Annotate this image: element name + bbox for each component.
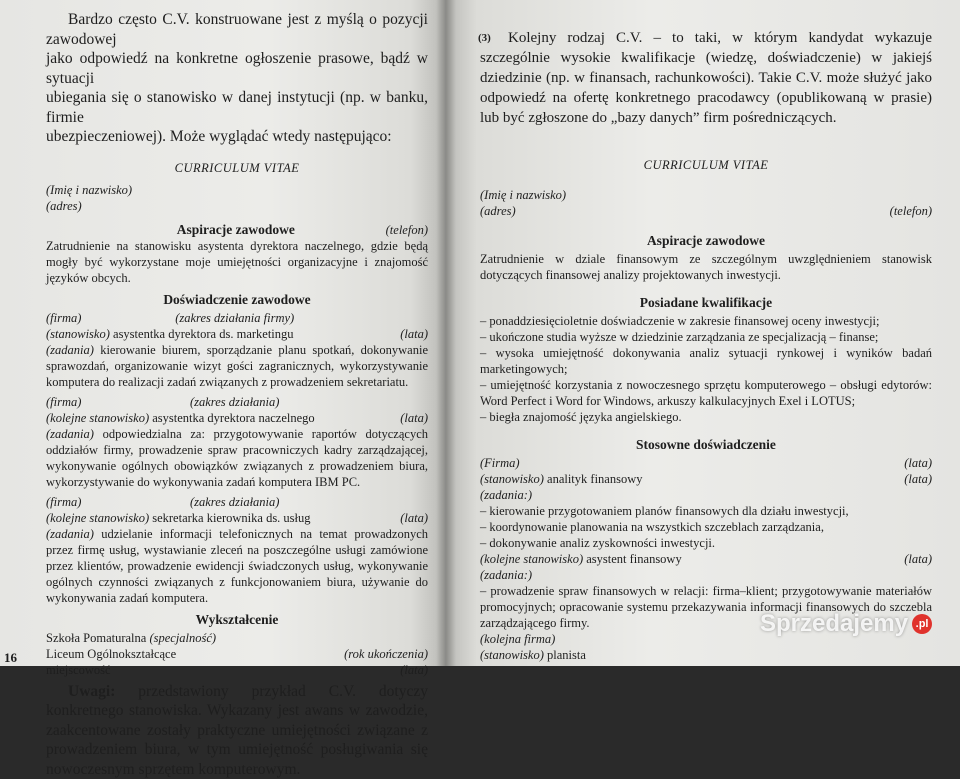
address-placeholder: (adres) — [480, 203, 516, 219]
task-item: – koordynowanie planowania na wszystkich szczeblach zarządzania, — [480, 519, 932, 535]
tasks-label: (zadania:) — [480, 567, 932, 583]
example-number: (3) — [478, 32, 491, 44]
aspirations-text: Zatrudnienie na stanowisku asystenta dyrektora naczelnego, gdzie będą mogły być wykorzystane moje umiejętności organizacyjne i znajomość języków obcych. — [46, 238, 428, 286]
position-value: asystentka dyrektora naczelnego — [149, 411, 315, 425]
section-title-aspirations: Aspiracje zawodowe — [177, 222, 295, 238]
left-page — [0, 0, 446, 666]
years-label: (lata) — [904, 471, 932, 487]
tasks-value: odpowiedzialna za: przygotowywanie raportów dotyczących oddziałów firmy, prowadzenie spraw pracowniczych kadry zarządzającej, wykonywanie ogólnych obowiązków związanych z prowadzeniem biura, wykorzystywanie do wykonywania zadań komputera IBM PC. — [46, 427, 428, 489]
range-label: (zakres działania) — [81, 494, 388, 510]
education-line — [46, 662, 428, 678]
entry-position-row — [46, 326, 428, 342]
firm-label: (kolejna firma) — [480, 631, 932, 647]
left-intro-line: Bardzo często C.V. konstruowane jest z myślą o pozycji zawodowej — [46, 10, 428, 49]
graduation-year-label: (rok ukończenia) — [344, 646, 428, 662]
school-name: Szkoła Pomaturalna — [46, 631, 149, 645]
position-label: (kolejne stanowisko) — [46, 511, 149, 525]
entry-firm-row — [46, 494, 428, 510]
town-label: miejscowość — [46, 662, 111, 678]
tasks-label: (zadania) — [46, 427, 94, 441]
entry-firm-row — [46, 310, 428, 326]
tasks-label: (zadania:) — [480, 487, 932, 503]
entry-tasks — [46, 342, 428, 390]
phone-placeholder: (telefon) — [890, 203, 932, 219]
phone-placeholder: (telefon) — [386, 222, 428, 238]
qualification-item: – ponaddziesięcioletnie doświadczenie w zakresie finansowej oceny inwestycji; — [480, 313, 932, 329]
position-label: (kolejne stanowisko) — [46, 411, 149, 425]
right-intro: Kolejny rodzaj C.V. – to taki, w którym kandydat wykazuje szczególnie wysokie kwalifikacje (wiedzę, doświadczenie) w jakiejś dziedzinie (np. w finansach, rachunkowości). Takie C.V. może służyć jako odpowiedź na ofertę konkretnego pracodawcy (opublikowaną w prasie) lub być zgłoszone do „bazy danych” firm pośredniczących. — [480, 28, 932, 128]
right-page — [446, 0, 960, 666]
left-intro-line: jako odpowiedź na konkretne ogłoszenie prasowe, bądź w sytuacji — [46, 49, 428, 88]
cv-title: CURRICULUM VITAE — [480, 158, 932, 173]
section-title-experience: Stosowne doświadczenie — [480, 437, 932, 453]
section-title-experience: Doświadczenie zawodowe — [46, 292, 428, 308]
task-item: – prowadzenie spraw finansowych w relacji: firma–klient; przygotowywanie materiałów promocyjnych; opracowanie systemu przekazywania informacji finansowych do szczebla zarządzającego firmy. — [480, 583, 932, 631]
firm-label: (firma) — [46, 310, 81, 326]
years-label: (lata) — [904, 551, 932, 567]
position-label: (stanowisko) — [480, 472, 544, 486]
entry-firm-row — [46, 394, 428, 410]
position-label: (stanowisko) — [480, 648, 544, 662]
years-label: (lata) — [400, 662, 428, 678]
watermark-badge: .pl — [912, 614, 932, 634]
tasks-value: kierowanie biurem, sporządzanie planu spotkań, dokonywanie sprawozdań, organizowanie wizyt gości zagranicznych, wykorzystywanie komputera do realizacji zadań związanych z prowadzeniem sekretariatu. — [46, 343, 428, 389]
school-name: Liceum Ogólnokształcące — [46, 646, 176, 662]
education-line — [46, 646, 428, 662]
years-label: (lata) — [400, 326, 428, 342]
section-header-row — [46, 222, 428, 238]
qualification-item: – ukończone studia wyższe w dziedzinie zarządzania ze specjalizacją – finanse; — [480, 329, 932, 345]
section-title-qualifications: Posiadane kwalifikacje — [480, 295, 932, 311]
years-label: (lata) — [400, 410, 428, 426]
address-placeholder: (adres) — [46, 198, 428, 214]
notes-label: Uwagi: — [68, 683, 115, 700]
book-gutter — [436, 0, 456, 666]
name-placeholder: (Imię i nazwisko) — [46, 182, 428, 198]
cv-title: CURRICULUM VITAE — [46, 161, 428, 176]
qualification-item: – wysoka umiejętność dokonywania analiz sytuacji rynkowej i wyników badań marketingowych; — [480, 345, 932, 377]
address-row — [480, 203, 932, 219]
name-placeholder: (Imię i nazwisko) — [480, 187, 932, 203]
notes-paragraph — [46, 682, 428, 779]
years-label: (lata) — [400, 510, 428, 526]
left-intro-line: ubiegania się o stanowisko w danej instytucji (np. w banku, firmie — [46, 88, 428, 127]
entry-position-row — [480, 551, 932, 567]
position-value: planista — [544, 648, 586, 662]
position-value: sekretarka kierownika ds. usług — [149, 511, 310, 525]
position-value: analityk finansowy — [544, 472, 643, 486]
entry-position-row — [480, 471, 932, 487]
tasks-label: (zadania) — [46, 343, 94, 357]
entry-tasks — [46, 426, 428, 490]
education-line — [46, 630, 428, 646]
firm-label: (firma) — [46, 494, 81, 510]
watermark-text: Sprzedajemy — [760, 610, 908, 638]
position-label: (kolejne stanowisko) — [480, 552, 583, 566]
section-title-education: Wykształcenie — [46, 612, 428, 628]
notes-text: przedstawiony przykład C.V. dotyczy konkretnego stanowiska. Wykazany jest awans w zawodzie, zaakcentowane zostały praktyczne umiejętności związane z prowadzeniem biura, w tym umiejętność posługiwania się nowoczesnym sprzętem komputerowym. — [46, 683, 428, 778]
left-intro-line: ubezpieczeniowej). Może wyglądać wtedy następująco: — [46, 127, 428, 147]
tasks-value: udzielanie informacji telefonicznych na temat prowadzonych przez firmę usług, wystawianie zleceń na poszczególne usługi zamówione przez klientów, prowadzenie ewidencji świadczonych usług, wykonywanie ogólnych czynności związanych z funkcjonowaniem biura, używanie do wykonywania zadań komputera. — [46, 527, 428, 605]
watermark-logo — [760, 610, 932, 638]
qualification-item: – umiejętność korzystania z nowoczesnego sprzętu komputerowego – obsługi edytorów: Word Perfect i Word for Windows, arkuszy kalkulacyjnych Exel i LOTUS; — [480, 377, 932, 409]
firm-label: (Firma) — [480, 455, 520, 471]
qualification-item: – biegła znajomość języka angielskiego. — [480, 409, 932, 425]
entry-position-row — [46, 410, 428, 426]
range-label: (zakres działania) — [81, 394, 388, 410]
position-value: asystent finansowy — [583, 552, 682, 566]
section-title-aspirations: Aspiracje zawodowe — [480, 233, 932, 249]
task-item: – kierowanie przygotowaniem planów finansowych dla działu inwestycji, — [480, 503, 932, 519]
position-value: asystentka dyrektora ds. marketingu — [110, 327, 294, 341]
position-label: (stanowisko) — [46, 327, 110, 341]
entry-firm-row — [480, 455, 932, 471]
entry-tasks — [46, 526, 428, 606]
task-item: – dokonywanie analiz zyskowności inwestycji. — [480, 535, 932, 551]
tasks-label: (zadania) — [46, 527, 94, 541]
entry-position-row — [46, 510, 428, 526]
page-number: 16 — [4, 650, 17, 666]
firm-label: (firma) — [46, 394, 81, 410]
aspirations-text: Zatrudnienie w dziale finansowym ze szczególnym uwzględnieniem stanowisk dotyczących finansowej analizy projektowanych inwestycji. — [480, 251, 932, 283]
specialty-label: (specjalność) — [149, 631, 216, 645]
range-label: (zakres działania firmy) — [81, 310, 388, 326]
entry-position-row — [480, 647, 932, 663]
years-label: (lata) — [904, 455, 932, 471]
